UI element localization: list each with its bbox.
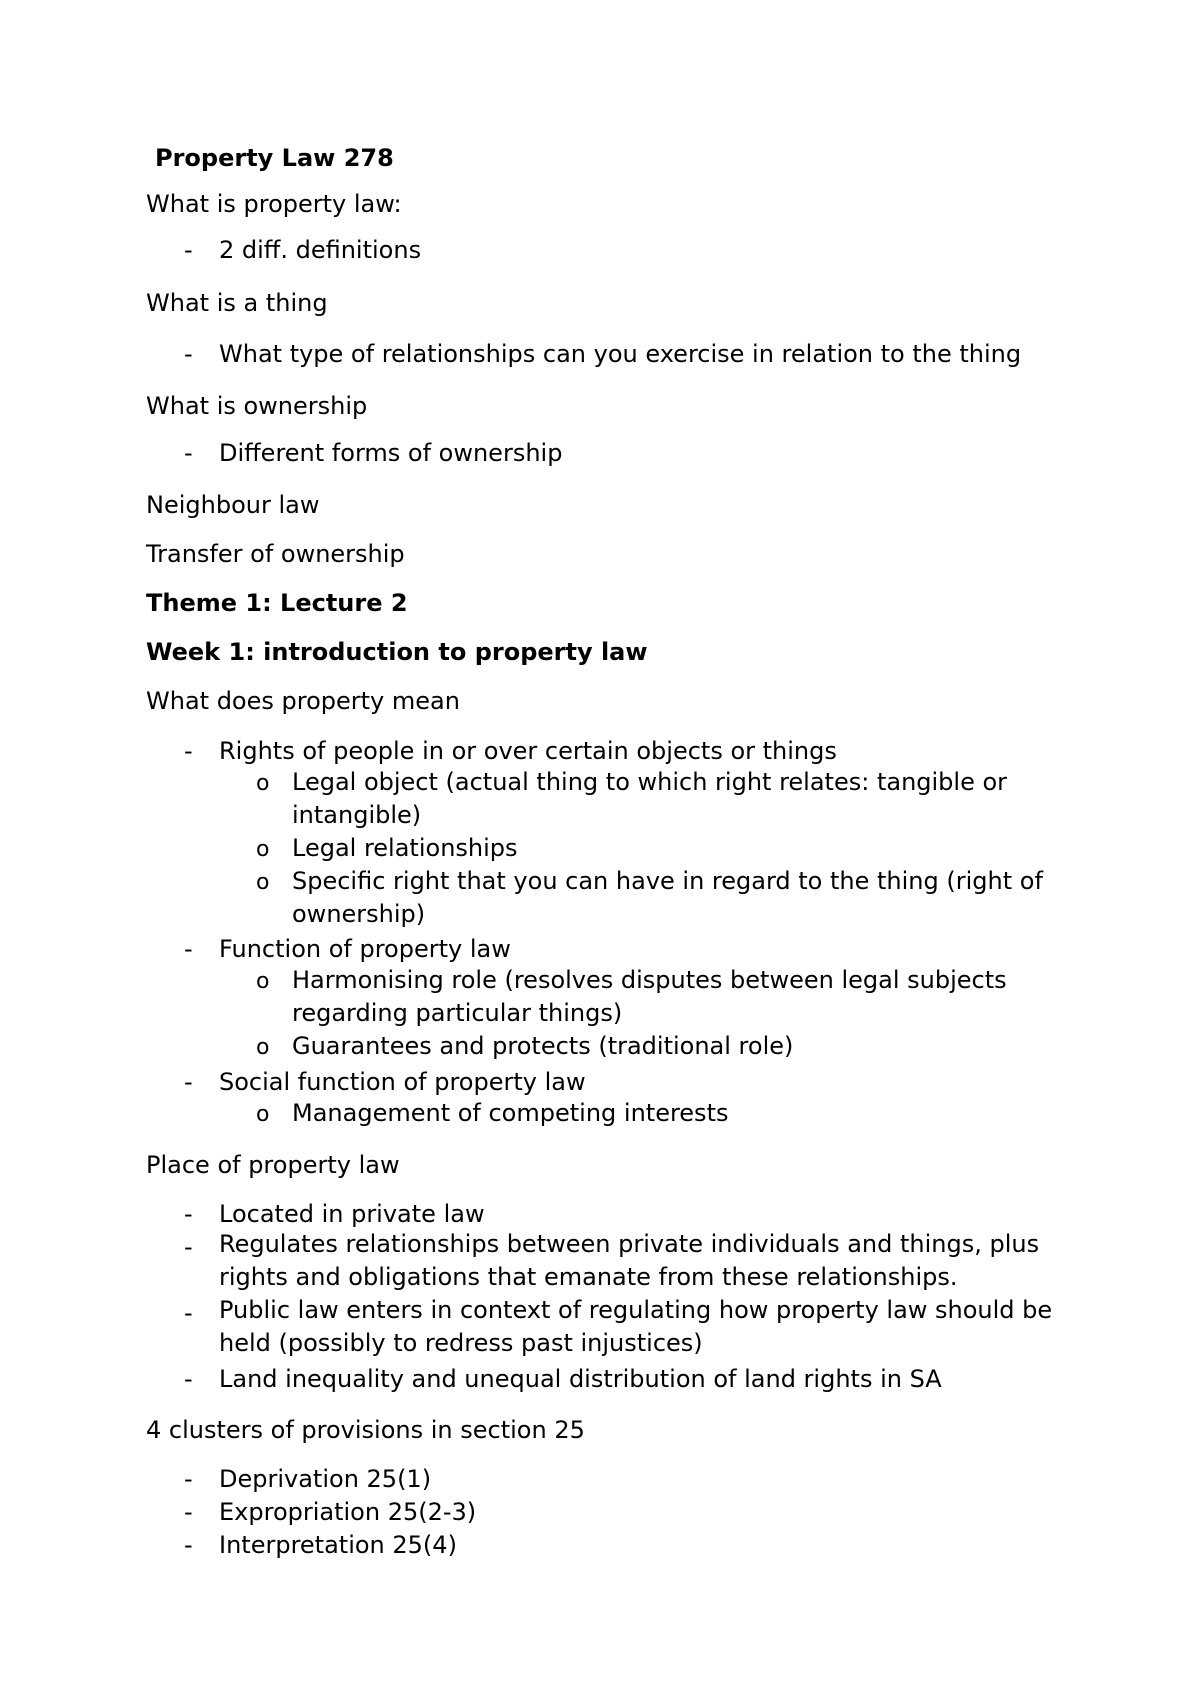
bullet-text: 2 diff. definitions bbox=[219, 236, 422, 264]
paragraph-place-of-property-law: Place of property law bbox=[146, 1151, 400, 1179]
sub-bullet-text: Management of competing interests bbox=[292, 1099, 729, 1127]
bullet-text: Social function of property law bbox=[219, 1068, 586, 1096]
paragraph-what-is-property-law: What is property law: bbox=[146, 190, 402, 218]
sub-bullet-marker: o bbox=[256, 969, 270, 994]
paragraph-neighbour-law: Neighbour law bbox=[146, 491, 320, 519]
bullet-text: Land inequality and unequal distribution of land rights in SA bbox=[219, 1365, 942, 1393]
bullet-text: Different forms of ownership bbox=[219, 439, 563, 467]
paragraph-transfer-of-ownership: Transfer of ownership bbox=[146, 540, 405, 568]
bullet-dash: - bbox=[184, 1365, 193, 1393]
bullet-text: Deprivation 25(1) bbox=[219, 1465, 432, 1493]
bullet-text: Rights of people in or over certain objects or things bbox=[219, 737, 837, 765]
bullet-dash: - bbox=[184, 1498, 193, 1526]
document-title: Property Law 278 bbox=[155, 144, 394, 172]
bullet-text: Function of property law bbox=[219, 935, 511, 963]
sub-bullet-text: Harmonising role (resolves disputes between legal subjects regarding particular things) bbox=[292, 966, 1007, 1027]
bullet-text: Located in private law bbox=[219, 1200, 485, 1228]
bullet-dash: - bbox=[184, 1465, 193, 1493]
bullet-text: Expropriation 25(2-3) bbox=[219, 1498, 477, 1526]
bullet-dash: - bbox=[184, 236, 193, 264]
bullet-text: Regulates relationships between private individuals and things, plus rights and obligations that emanate from these relationships. bbox=[219, 1230, 1040, 1291]
bullet-dash: - bbox=[184, 1200, 193, 1228]
sub-bullet-text: Legal relationships bbox=[292, 834, 518, 862]
bullet-dash: - bbox=[184, 935, 193, 963]
heading-theme: Theme 1: Lecture 2 bbox=[146, 589, 408, 617]
bullet-text: Public law enters in context of regulating how property law should be held (possibly to redress past injustices) bbox=[219, 1296, 1053, 1357]
sub-bullet-text: Legal object (actual thing to which right relates: tangible or intangible) bbox=[292, 768, 1008, 829]
bullet-dash: - bbox=[184, 1233, 193, 1261]
bullet-dash: - bbox=[184, 1531, 193, 1559]
sub-bullet-text: Guarantees and protects (traditional role) bbox=[292, 1032, 794, 1060]
sub-bullet-marker: o bbox=[256, 1035, 270, 1060]
sub-bullet-marker: o bbox=[256, 1102, 270, 1127]
bullet-dash: - bbox=[184, 737, 193, 765]
bullet-dash: - bbox=[184, 340, 193, 368]
bullet-text: What type of relationships can you exercise in relation to the thing bbox=[219, 340, 1022, 368]
paragraph-what-is-ownership: What is ownership bbox=[146, 392, 368, 420]
sub-bullet-marker: o bbox=[256, 771, 270, 796]
heading-week: Week 1: introduction to property law bbox=[146, 638, 648, 666]
sub-bullet-marker: o bbox=[256, 870, 270, 895]
paragraph-clusters-section-25: 4 clusters of provisions in section 25 bbox=[146, 1416, 585, 1444]
bullet-dash: - bbox=[184, 1299, 193, 1327]
bullet-dash: - bbox=[184, 1068, 193, 1096]
bullet-dash: - bbox=[184, 439, 193, 467]
bullet-text: Interpretation 25(4) bbox=[219, 1531, 457, 1559]
paragraph-what-is-a-thing: What is a thing bbox=[146, 289, 328, 317]
sub-bullet-text: Specific right that you can have in regard to the thing (right of ownership) bbox=[292, 867, 1043, 928]
sub-bullet-marker: o bbox=[256, 837, 270, 862]
paragraph-what-does-property-mean: What does property mean bbox=[146, 687, 460, 715]
